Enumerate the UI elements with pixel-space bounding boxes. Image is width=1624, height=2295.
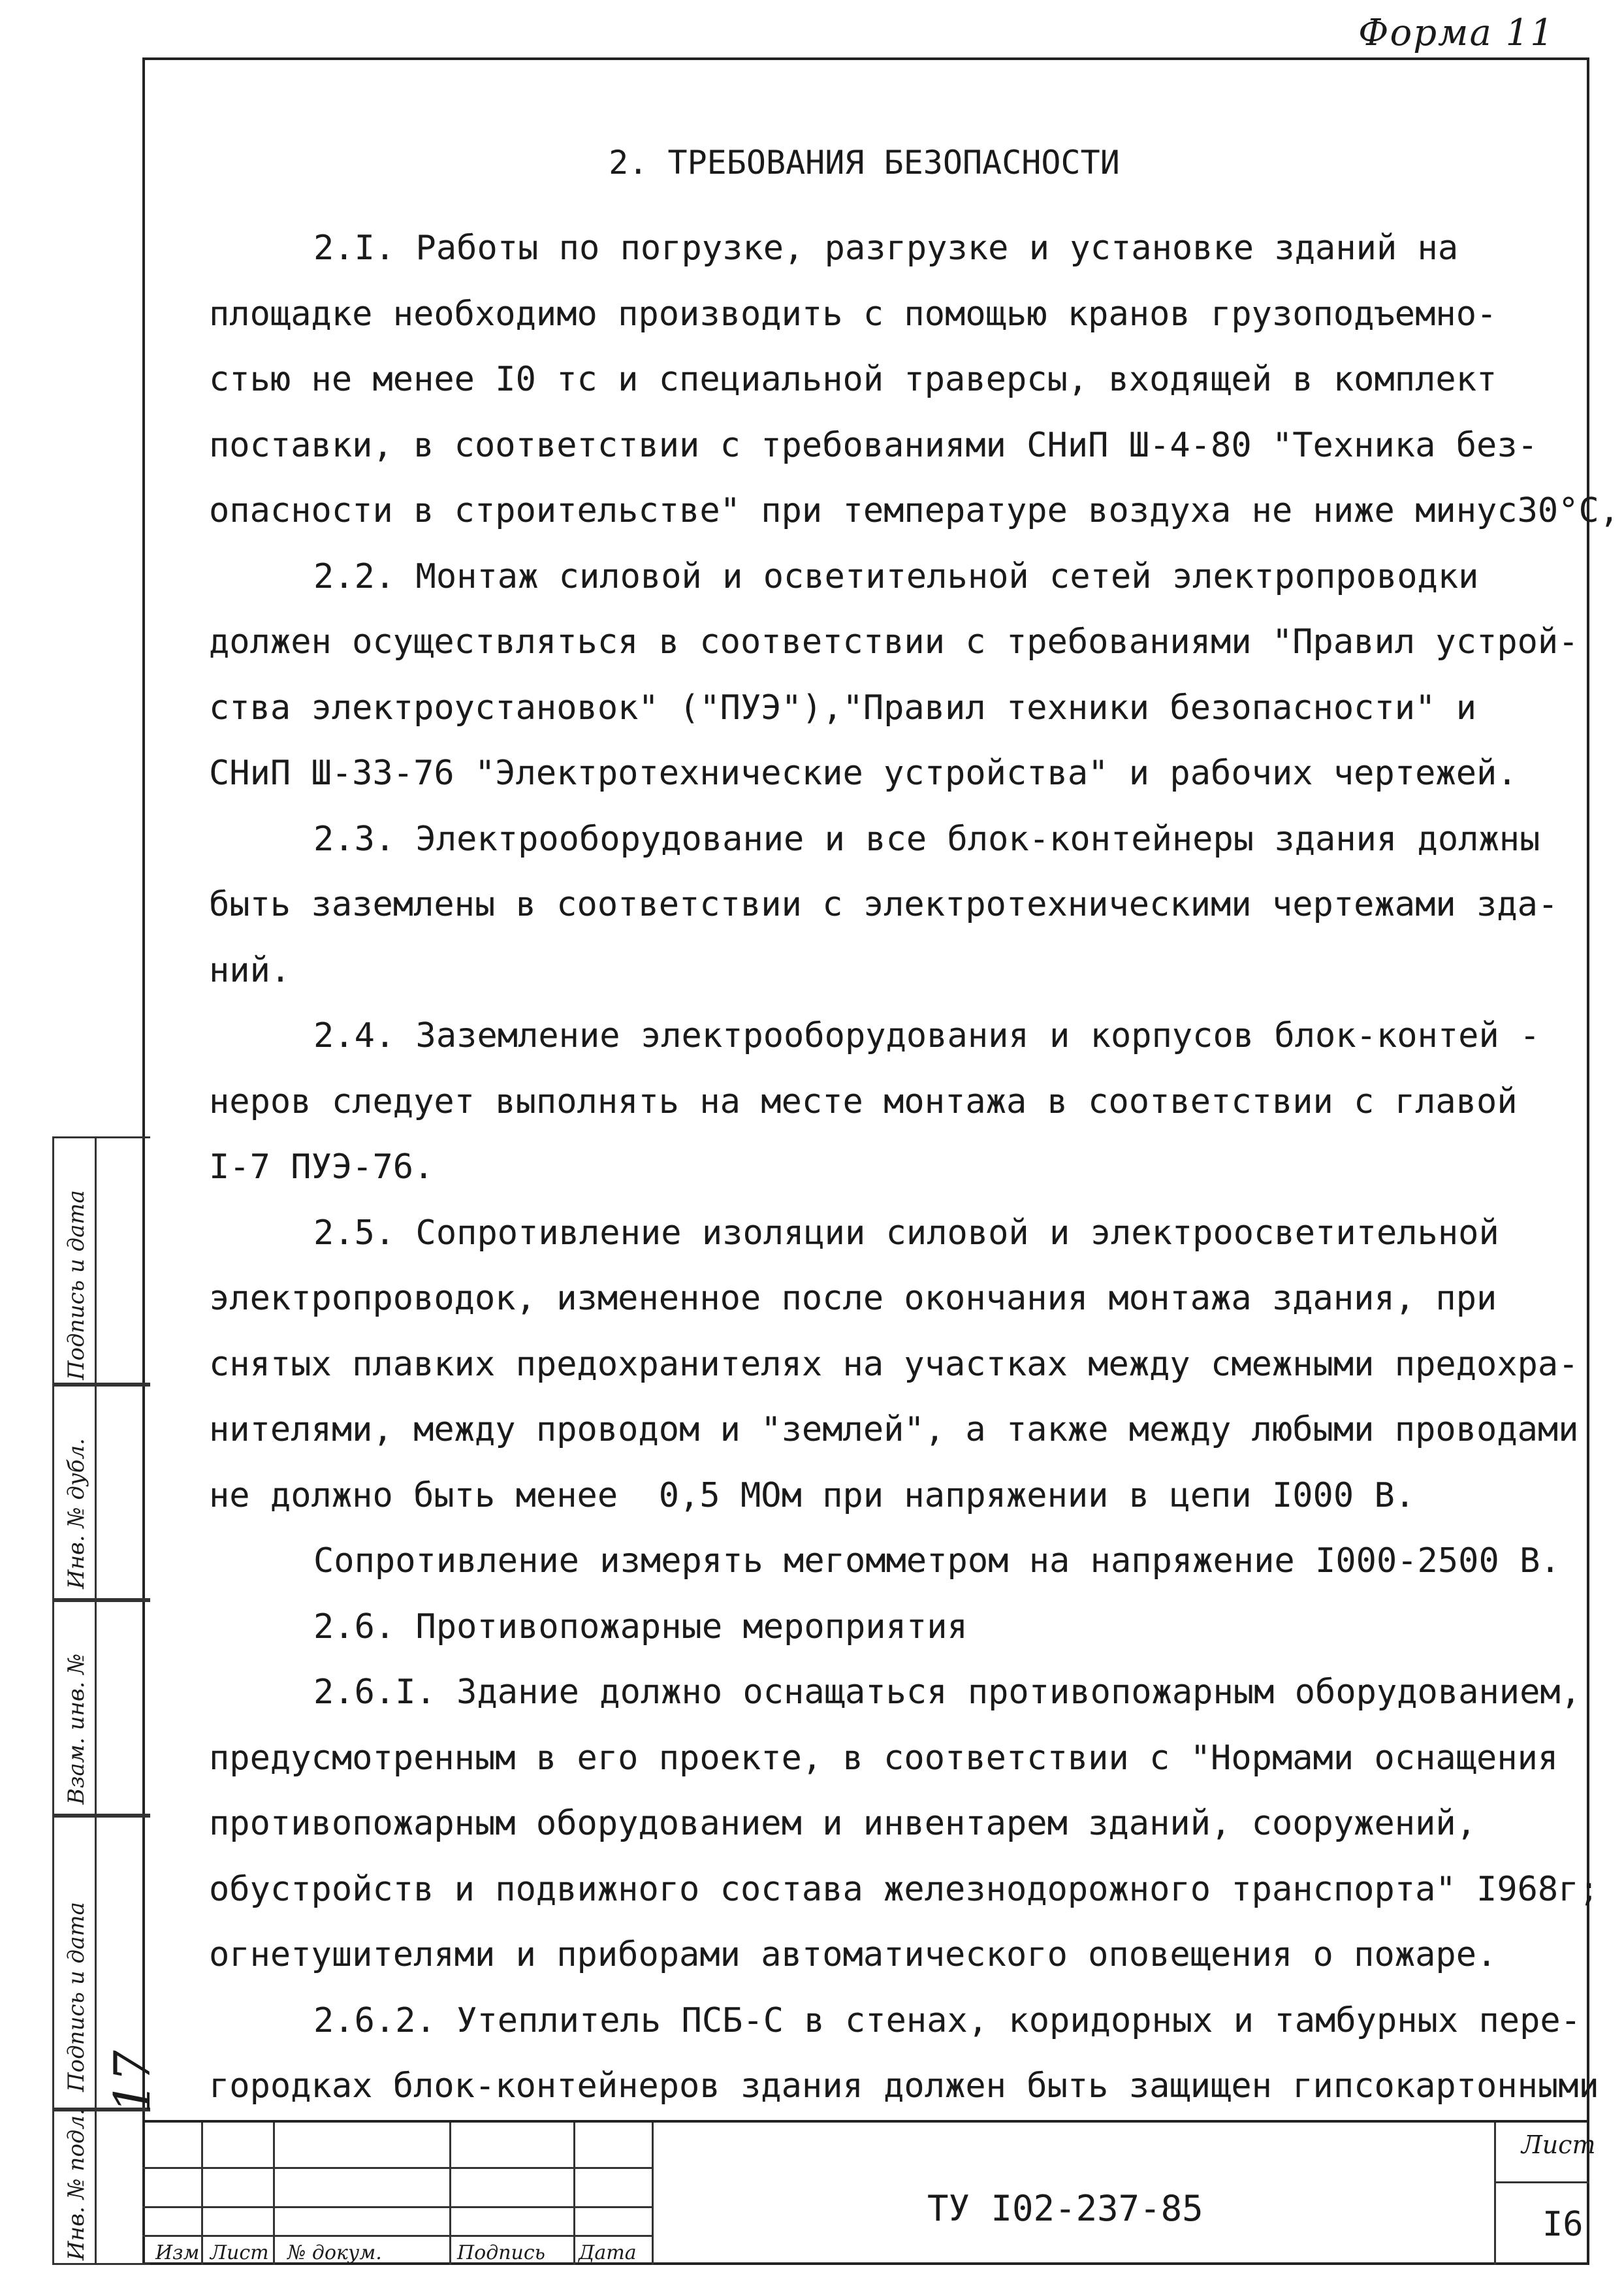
text-line: нителями, между проводом и "землей", а также между любыми проводами xyxy=(209,1410,1579,1449)
text-line: I-7 ПУЭ-76. xyxy=(209,1148,434,1187)
document-body xyxy=(209,216,1620,2119)
side-cell-vzam-inv xyxy=(52,1600,150,1816)
side-label-sign-date-2: Подпись и дата xyxy=(63,1902,89,2092)
text-line: снятых плавких предохранителях на участках между смежными предохра- xyxy=(209,1344,1579,1384)
text-line: противопожарным оборудованием и инвентарем зданий, сооружений, xyxy=(209,1804,1477,1843)
text-line: площадке необходимо производить с помощью кранов грузоподъемно- xyxy=(209,294,1497,334)
text-line: огнетушителями и приборами автоматического оповещения о пожаре. xyxy=(209,1935,1497,1974)
text-line: стью не менее I0 тс и специальной траверсы, входящей в комплект xyxy=(209,360,1497,399)
col-date: Дата xyxy=(579,2241,637,2264)
text-line: опасности в строительстве" при температуре воздуха не ниже минус30°С, xyxy=(209,491,1620,530)
text-line: 2.I. Работы по погрузке, разгрузке и установке зданий на xyxy=(313,229,1459,268)
document-code: ТУ I02-237-85 xyxy=(927,2188,1203,2229)
form-label: Форма 11 xyxy=(1358,12,1555,54)
inventory-stamp-number: 17 xyxy=(103,2050,161,2113)
text-line: не должно быть менее 0,5 МОм при напряжении в цепи I000 В. xyxy=(209,1475,1416,1515)
text-line: 2.3. Электрооборудование и все блок-контейнеры здания должны xyxy=(313,819,1540,859)
text-line: 2.4. Заземление электрооборудования и корпусов блок-контей - xyxy=(313,1016,1540,1055)
sheet-label: Лист xyxy=(1521,2130,1596,2159)
text-line: ний. xyxy=(209,950,291,990)
side-cell-sign-date-1 xyxy=(52,1136,150,1385)
text-line: обустройств и подвижного состава железнодорожного транспорта" I968г; xyxy=(209,1869,1599,1909)
text-line: поставки, в соответствии с требованиями СНиП Ш-4-80 "Техника без- xyxy=(209,425,1538,465)
text-line: СНиП Ш-33-76 "Электротехнические устройства" и рабочих чертежей. xyxy=(209,754,1518,793)
text-line: 2.6. Противопожарные мероприятия xyxy=(313,1607,968,1646)
sheet-number: I6 xyxy=(1542,2205,1584,2244)
side-label-sign-date-1: Подпись и дата xyxy=(63,1190,89,1380)
section-title: 2. ТРЕБОВАНИЯ БЕЗОПАСНОСТИ xyxy=(609,144,1120,182)
text-line: 2.6.2. Утеплитель ПСБ-С в стенах, коридорных и тамбурных пере- xyxy=(313,2000,1582,2040)
col-izm: Изм xyxy=(155,2241,200,2264)
side-cell-inv-podl xyxy=(52,2110,150,2265)
text-line: 2.6.I. Здание должно оснащаться противопожарным оборудованием, xyxy=(313,1673,1582,1712)
col-sign: Подпись xyxy=(457,2241,546,2264)
text-line: электропроводок, измененное после окончания монтажа здания, при xyxy=(209,1279,1497,1318)
text-line: быть заземлены в соответствии с электротехническими чертежами зда- xyxy=(209,885,1559,924)
text-line: городках блок-контейнеров здания должен быть защищен гипсокартонными xyxy=(209,2066,1599,2106)
text-line: 2.5. Сопротивление изоляции силовой и электроосветительной xyxy=(313,1213,1499,1253)
text-line: ства электроустановок" ("ПУЭ"),"Правил техники безопасности" и xyxy=(209,688,1477,728)
col-doc: № докум. xyxy=(287,2241,382,2264)
col-list: Лист xyxy=(210,2241,269,2264)
text-line: должен осуществляться в соответствии с требованиями "Правил устрой- xyxy=(209,622,1579,662)
text-line: предусмотренным в его проекте, в соответствии с "Нормами оснащения xyxy=(209,1738,1559,1778)
side-label-vzam-inv: Взам. инв. № xyxy=(63,1653,89,1805)
side-cell-inv-dub xyxy=(52,1385,150,1600)
text-line: Сопротивление измерять мегомметром на напряжение I000-2500 В. xyxy=(313,1541,1561,1581)
side-label-inv-dub: Инв. № дубл. xyxy=(63,1438,89,1589)
text-line: 2.2. Монтаж силовой и осветительной сетей электропроводки xyxy=(313,556,1479,596)
side-label-inv-podl: Инв. № подл. xyxy=(63,2108,89,2260)
text-line: неров следует выполнять на месте монтажа в соответствии с главой xyxy=(209,1082,1518,1121)
